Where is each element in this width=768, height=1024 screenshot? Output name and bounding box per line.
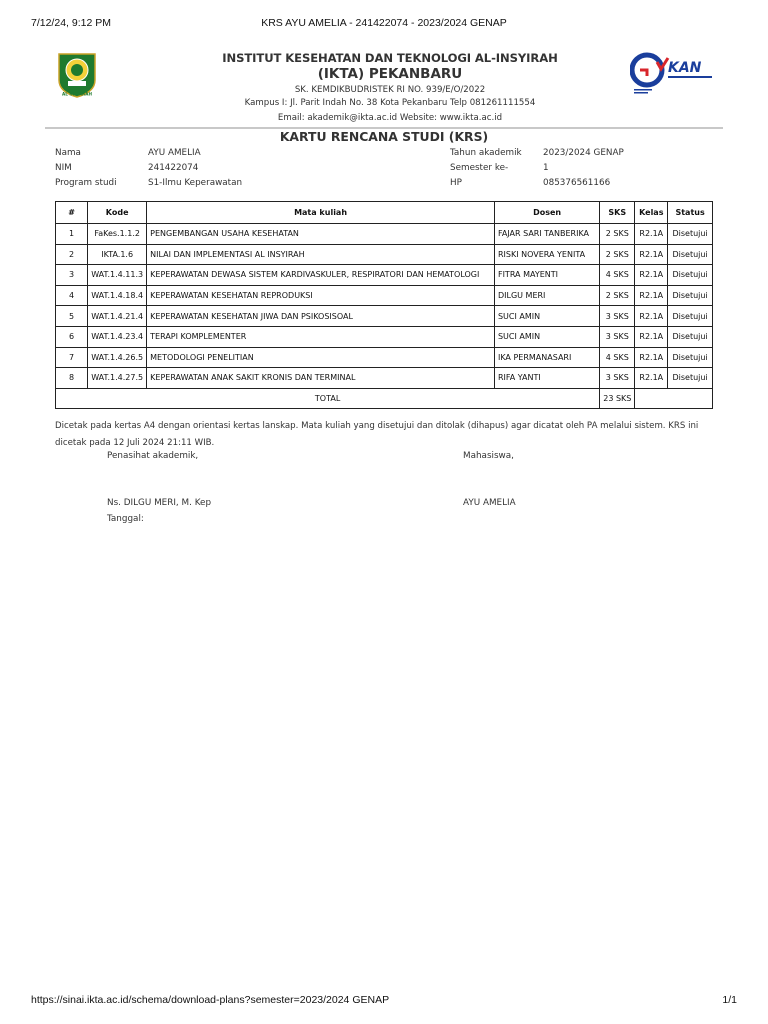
date-label: Tanggal: [107, 514, 144, 524]
course-name: NILAI DAN IMPLEMENTASI AL INSYIRAH [147, 244, 495, 265]
print-url: https://sinai.ikta.ac.id/schema/download-plans?semester=2023/2024 GENAP [31, 994, 390, 1006]
col-class-header: Kelas [635, 202, 668, 224]
course-status: Disetujui [668, 244, 713, 265]
academic-year-value: 2023/2024 GENAP [543, 148, 624, 158]
table-row [56, 326, 713, 347]
table-row [56, 265, 713, 286]
semester-label: Semester ke- [450, 163, 509, 173]
course-code: WAT.1.4.26.5 [88, 347, 147, 368]
course-credits: 3 SKS [600, 306, 635, 327]
course-status: Disetujui [668, 306, 713, 327]
table-row [56, 368, 713, 389]
institution-short-name: (IKTA) PEKANBARU [317, 66, 463, 82]
course-credits: 2 SKS [600, 224, 635, 245]
col-lecturer-header: Dosen [494, 202, 599, 224]
course-name: METODOLOGI PENELITIAN [147, 347, 495, 368]
col-course-header: Mata kuliah [147, 202, 495, 224]
course-status: Disetujui [668, 265, 713, 286]
name-label: Nama [55, 148, 81, 158]
course-code: WAT.1.4.18.4 [88, 285, 147, 306]
lecturer-name: FAJAR SARI TANBERIKA [494, 224, 599, 245]
course-credits: 2 SKS [600, 244, 635, 265]
course-class: R2.1A [635, 285, 668, 306]
course-name: KEPERAWATAN KESEHATAN REPRODUKSI [147, 285, 495, 306]
print-note-line: Dicetak pada kertas A4 dengan orientasi kertas lanskap. Mata kuliah yang disetujui dan ditolak (dihapus) agar dicatat oleh PA melalui sistem. KRS ini [55, 421, 699, 431]
course-credits: 2 SKS [600, 285, 635, 306]
course-name: KEPERAWATAN ANAK SAKIT KRONIS DAN TERMINAL [147, 368, 495, 389]
total-label: TOTAL [56, 388, 600, 409]
row-number: 2 [56, 244, 88, 265]
table-row [56, 244, 713, 265]
lecturer-name: DILGU MERI [494, 285, 599, 306]
course-name: KEPERAWATAN KESEHATAN JIWA DAN PSIKOSISOAL [147, 306, 495, 327]
col-number-header: # [56, 202, 88, 224]
course-class: R2.1A [635, 265, 668, 286]
document-title: KARTU RENCANA STUDI (KRS) [279, 129, 489, 144]
col-status-header: Status [668, 202, 713, 224]
course-class: R2.1A [635, 244, 668, 265]
page-number: 1/1 [722, 994, 737, 1006]
table-row [56, 306, 713, 327]
total-row [56, 388, 713, 409]
course-code: WAT.1.4.11.3 [88, 265, 147, 286]
total-credits: 23 SKS [600, 388, 635, 409]
course-name: PENGEMBANGAN USAHA KESEHATAN [147, 224, 495, 245]
advisor-name: Ns. DILGU MERI, M. Kep [107, 498, 212, 508]
course-class: R2.1A [635, 368, 668, 389]
course-status: Disetujui [668, 326, 713, 347]
institution-name: INSTITUT KESEHATAN DAN TEKNOLOGI AL-INSYIRAH [222, 51, 558, 65]
student-label: Mahasiswa, [463, 451, 514, 461]
lecturer-name: SUCI AMIN [494, 306, 599, 327]
table-header-row [56, 202, 713, 224]
course-status: Disetujui [668, 347, 713, 368]
course-credits: 4 SKS [600, 347, 635, 368]
course-class: R2.1A [635, 224, 668, 245]
row-number: 5 [56, 306, 88, 327]
program-label: Program studi [55, 178, 117, 188]
print-title: KRS AYU AMELIA - 241422074 - 2023/2024 GENAP [261, 17, 507, 29]
nim-label: NIM [55, 163, 72, 173]
svg-text:KAN: KAN [668, 60, 702, 76]
print-note-line: dicetak pada 12 Juli 2024 21:11 WIB. [55, 437, 215, 448]
print-header [0, 17, 768, 29]
lecturer-name: RIFA YANTI [494, 368, 599, 389]
row-number: 6 [56, 326, 88, 347]
course-code: WAT.1.4.23.4 [88, 326, 147, 347]
courses-table [55, 201, 713, 409]
course-credits: 4 SKS [600, 265, 635, 286]
course-class: R2.1A [635, 326, 668, 347]
table-row [56, 347, 713, 368]
course-status: Disetujui [668, 368, 713, 389]
total-empty-cell [635, 388, 713, 409]
course-status: Disetujui [668, 224, 713, 245]
phone-label: HP [450, 178, 462, 188]
course-class: R2.1A [635, 306, 668, 327]
advisor-label: Penasihat akademik, [107, 451, 199, 461]
col-code-header: Kode [88, 202, 147, 224]
program-value: S1-Ilmu Keperawatan [148, 178, 243, 188]
print-datetime: 7/12/24, 9:12 PM [31, 17, 111, 29]
course-code: WAT.1.4.21.4 [88, 306, 147, 327]
row-number: 8 [56, 368, 88, 389]
semester-value: 1 [543, 163, 549, 173]
table-row [56, 224, 713, 245]
campus-address: Kampus I: Jl. Parit Indah No. 38 Kota Pekanbaru Telp 081261111554 [244, 98, 536, 108]
svg-text:AL INSYIRAH: AL INSYIRAH [61, 91, 93, 97]
row-number: 7 [56, 347, 88, 368]
course-code: WAT.1.4.27.5 [88, 368, 147, 389]
course-code: FaKes.1.1.2 [88, 224, 147, 245]
contact-info: Email: akademik@ikta.ac.id Website: www.ikta.ac.id [277, 113, 503, 123]
lecturer-name: IKA PERMANASARI [494, 347, 599, 368]
print-note [55, 418, 715, 451]
table-row [56, 285, 713, 306]
course-status: Disetujui [668, 285, 713, 306]
lecturer-name: FITRA MAYENTI [494, 265, 599, 286]
student-name: AYU AMELIA [463, 498, 516, 508]
row-number: 1 [56, 224, 88, 245]
phone-value: 085376561166 [543, 178, 611, 188]
decree-number: SK. KEMDIKBUDRISTEK RI NO. 939/E/O/2022 [294, 85, 486, 95]
col-credits-header: SKS [600, 202, 635, 224]
course-class: R2.1A [635, 347, 668, 368]
course-code: IKTA.1.6 [88, 244, 147, 265]
row-number: 3 [56, 265, 88, 286]
lecturer-name: SUCI AMIN [494, 326, 599, 347]
course-name: TERAPI KOMPLEMENTER [147, 326, 495, 347]
course-credits: 3 SKS [600, 368, 635, 389]
name-value: AYU AMELIA [148, 148, 201, 158]
course-credits: 3 SKS [600, 326, 635, 347]
nim-value: 241422074 [148, 163, 199, 173]
academic-year-label: Tahun akademik [450, 148, 522, 158]
row-number: 4 [56, 285, 88, 306]
lecturer-name: RISKI NOVERA YENITA [494, 244, 599, 265]
course-name: KEPERAWATAN DEWASA SISTEM KARDIVASKULER, RESPIRATORI DAN HEMATOLOGI [147, 265, 495, 286]
